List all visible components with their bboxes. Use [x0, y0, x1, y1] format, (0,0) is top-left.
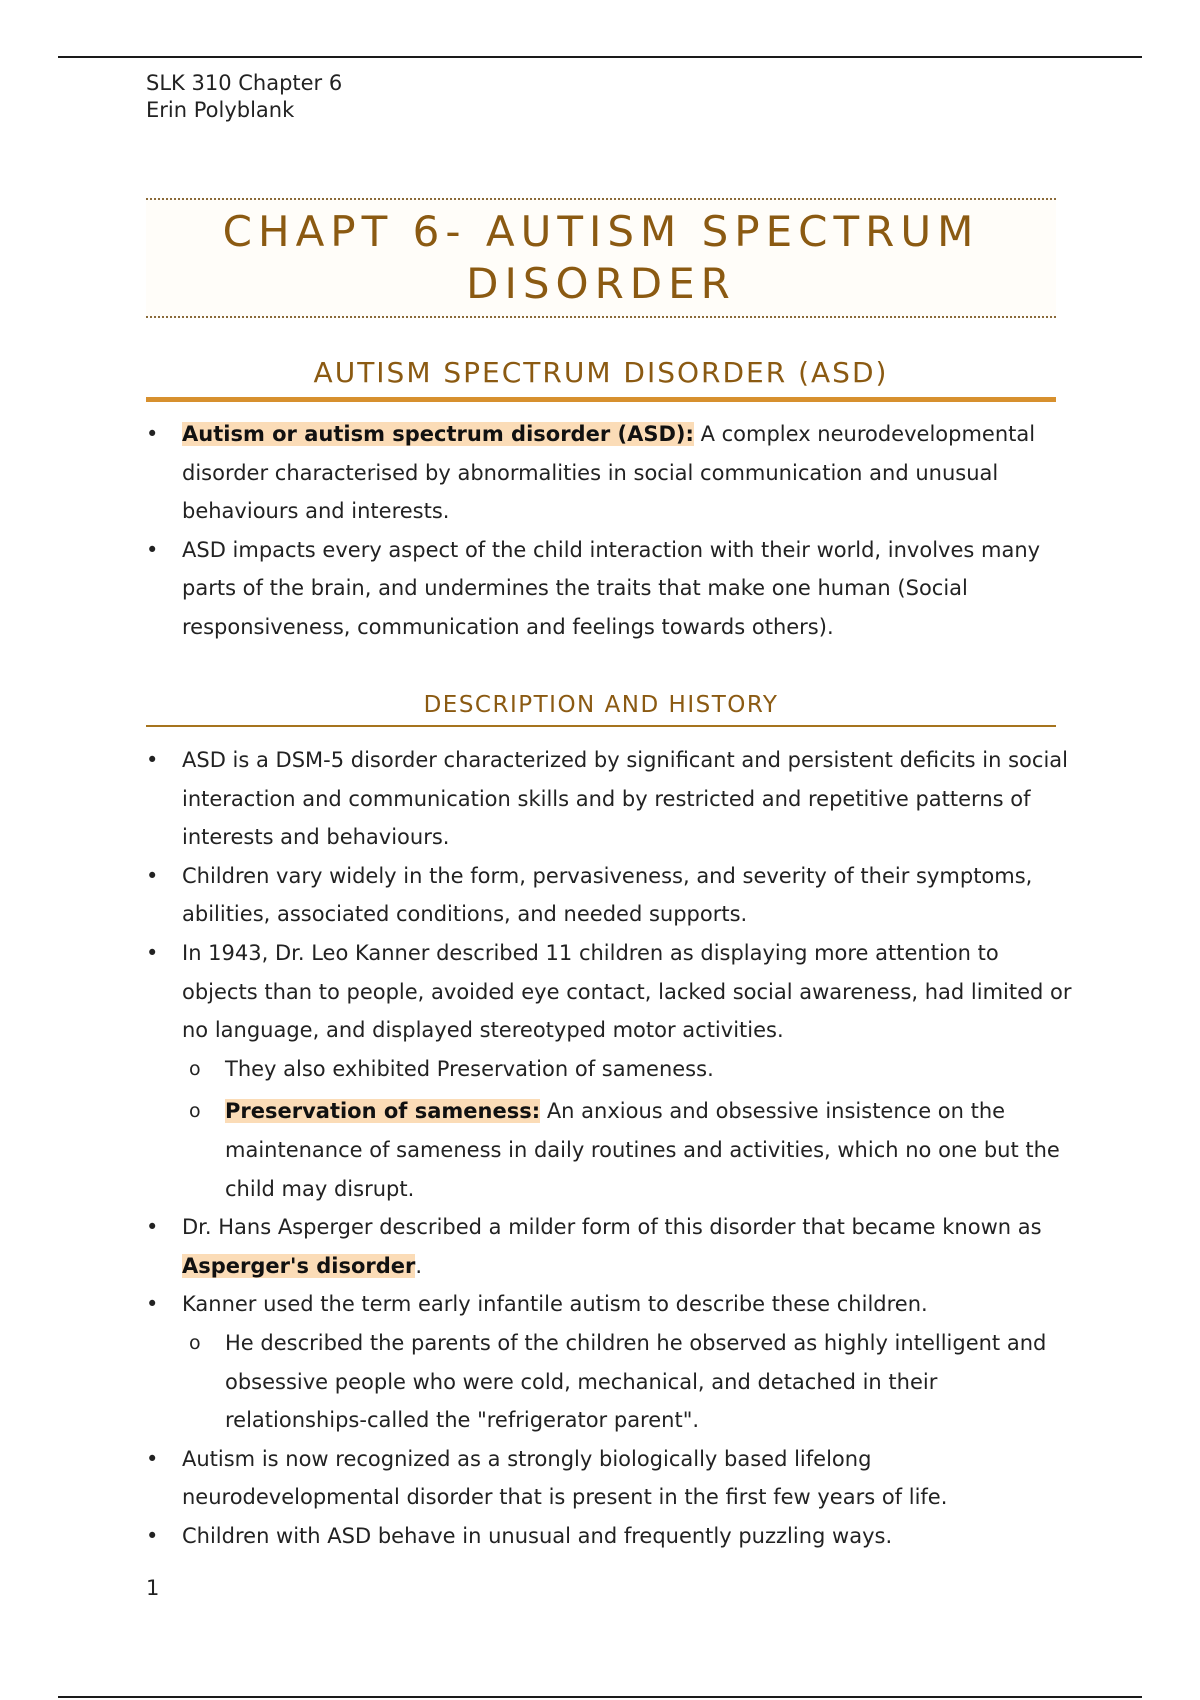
list-item-text: . — [415, 1253, 423, 1278]
page-number: 1 — [146, 1576, 160, 1600]
list-item-text: He described the parents of the children he observed as highly intelligent and obsessive people who were cold, mechanical, and detached in their relationships-called the "refrigerator parent". — [225, 1330, 1047, 1433]
author-name: Erin Polyblank — [146, 98, 295, 122]
term-highlight: Preservation of sameness: — [225, 1099, 541, 1124]
term-highlight: Asperger's disorder — [182, 1253, 416, 1278]
list-item-text: Children with ASD behave in unusual and frequently puzzling ways. — [182, 1523, 893, 1548]
asd-bullet-list — [146, 415, 1076, 647]
list-item — [146, 934, 1076, 1050]
list-item — [146, 741, 1076, 857]
list-item-text: They also exhibited Preservation of sameness. — [225, 1056, 714, 1081]
section-heading-history: DESCRIPTION AND HISTORY — [146, 692, 1056, 727]
history-bullet-list — [146, 741, 1076, 1555]
sub-list-item — [146, 1092, 1076, 1208]
header-rule — [58, 56, 1142, 58]
list-item-text: A complex neurodevelopmental disorder characterised by abnormalities in social communication and unusual behaviours and interests. — [182, 422, 1036, 524]
list-item — [146, 531, 1076, 647]
footer-rule — [58, 1696, 1142, 1698]
list-item-text: ASD impacts every aspect of the child interaction with their world, involves many parts of the brain, and undermines the traits that make one human (Social responsiveness, communication and feelings towards others). — [182, 537, 1041, 639]
page-header — [146, 70, 342, 124]
list-item-text: Autism is now recognized as a strongly biologically based lifelong neurodevelopmental disorder that is present in the first few years of life. — [182, 1446, 948, 1510]
course-label: SLK 310 Chapter 6 — [146, 71, 343, 95]
list-item — [146, 1285, 1076, 1324]
section-heading-asd: AUTISM SPECTRUM DISORDER (ASD) — [146, 356, 1056, 402]
list-item — [146, 857, 1076, 934]
list-item-text: Kanner used the term early infantile autism to describe these children. — [182, 1292, 928, 1317]
list-item-text: Dr. Hans Asperger described a milder form of this disorder that became known as — [182, 1215, 1042, 1240]
term-highlight: Autism or autism spectrum disorder (ASD): — [182, 422, 694, 446]
sub-list-item — [146, 1050, 1076, 1089]
list-item-text: ASD is a DSM-5 disorder characterized by significant and persistent deficits in social interaction and communication skills and by restricted and repetitive patterns of interests and behaviours. — [182, 748, 1068, 850]
list-item-text: In 1943, Dr. Leo Kanner described 11 children as displaying more attention to objects than to people, avoided eye contact, lacked social awareness, had limited or no language, and displayed stereotyped motor activities. — [182, 940, 1072, 1043]
list-item — [146, 1517, 1076, 1556]
list-item-text: Children vary widely in the form, pervasiveness, and severity of their symptoms, abilities, associated conditions, and needed supports. — [182, 863, 1033, 927]
list-item — [146, 1208, 1076, 1285]
sub-list-item — [146, 1324, 1076, 1440]
document-title: CHAPT 6- AUTISM SPECTRUM DISORDER — [222, 207, 980, 308]
title-box — [146, 198, 1056, 318]
list-item — [146, 415, 1076, 531]
list-item — [146, 1440, 1076, 1517]
list-item-text: An anxious and obsessive insistence on the maintenance of sameness in daily routines and activities, which no one but the child may disrupt. — [225, 1099, 1060, 1201]
